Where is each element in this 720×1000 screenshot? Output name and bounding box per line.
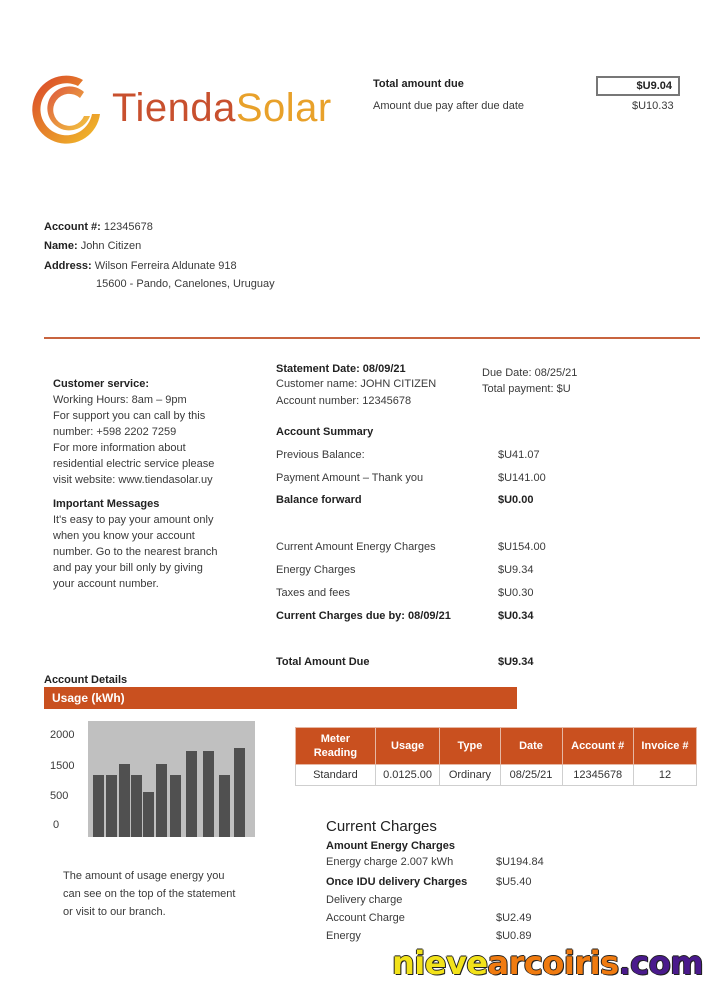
sun-swirl-logo-icon: [28, 70, 108, 150]
due-date: Due Date: 08/25/21: [482, 367, 578, 379]
y-tick-label: 1500: [50, 760, 75, 772]
col-header-invoice: Invoice #: [633, 728, 696, 765]
charge-value: $U0.89: [496, 930, 532, 942]
brand-name-part1: Tienda: [112, 86, 236, 130]
service-line: Working Hours: 8am – 9pm: [53, 394, 187, 406]
usage-note-line: or visit to our branch.: [63, 906, 166, 918]
address-value-2: 15600 - Pando, Canelones, Uruguay: [96, 278, 275, 290]
message-line: It's easy to pay your amount only: [53, 514, 214, 526]
account-details-title: Account Details: [44, 674, 128, 686]
service-line: For support you can call by this: [53, 410, 206, 422]
total-due-label: Total amount due: [373, 78, 464, 90]
charge-label: Account Charge: [326, 912, 405, 924]
usage-band: Usage (kWh): [44, 687, 517, 709]
account-line: [44, 219, 153, 235]
chart-bar: [119, 764, 130, 837]
charge-label: Once IDU delivery Charges: [326, 876, 468, 888]
address-label: Address:: [44, 260, 92, 272]
account-summary-title: Account Summary: [276, 426, 374, 438]
summary-row-label: Previous Balance:: [276, 449, 365, 461]
name-label: Name:: [44, 240, 78, 252]
chart-bar: [170, 775, 181, 837]
col-header-type: Type: [440, 728, 500, 765]
message-line: and pay your bill only by giving: [53, 562, 203, 574]
cell-date: 08/25/21: [500, 765, 562, 786]
after-due-value: $U10.33: [632, 100, 674, 112]
summary-row-value: $U154.00: [498, 541, 546, 553]
address-value-1: Wilson Ferreira Aldunate 918: [94, 260, 237, 272]
current-charges-subtitle: Amount Energy Charges: [326, 840, 455, 852]
chart-plot-area: [88, 721, 255, 837]
usage-note-line: can see on the top of the statement: [63, 888, 236, 900]
statement-account-number: Account number: 12345678: [276, 395, 412, 407]
total-amount-due-value: $U9.34: [498, 656, 534, 668]
chart-bar: [143, 792, 154, 837]
total-due-value: $U9.04: [596, 76, 680, 96]
usage-note-line: The amount of usage energy you: [63, 870, 225, 882]
usage-chart: [44, 718, 264, 840]
summary-row-value: $U0.34: [498, 610, 534, 622]
col-header-meter-reading: Meter Reading: [296, 728, 376, 765]
summary-row-label: Current Amount Energy Charges: [276, 541, 436, 553]
chart-bar: [234, 748, 245, 837]
address-line1: [44, 258, 237, 274]
summary-row-value: $U41.07: [498, 449, 540, 461]
watermark: [392, 944, 703, 982]
summary-row-label: Taxes and fees: [276, 587, 350, 599]
service-line: For more information about: [53, 442, 186, 454]
message-line: number. Go to the nearest branch: [53, 546, 218, 558]
section-divider: [44, 337, 700, 339]
account-label: Account #:: [44, 221, 101, 233]
cell-usage: 0.0125.00: [375, 765, 440, 786]
summary-row-value: $U0.00: [498, 494, 534, 506]
summary-row-label: Energy Charges: [276, 564, 356, 576]
chart-bar: [219, 775, 230, 837]
chart-bar: [186, 751, 197, 837]
statement-customer-name: Customer name: JOHN CITIZEN: [276, 378, 437, 390]
statement-date: Statement Date: 08/09/21: [276, 363, 406, 375]
chart-bar: [106, 775, 117, 837]
summary-row-label: Payment Amount – Thank you: [276, 472, 424, 484]
total-amount-due-label: Total Amount Due: [276, 656, 370, 668]
account-value: 12345678: [103, 221, 153, 233]
meter-reading-table: [295, 727, 697, 786]
service-line: residential electric service please: [53, 458, 215, 470]
watermark-part1: nieve: [392, 944, 488, 982]
cell-type: Ordinary: [440, 765, 500, 786]
charge-label: Delivery charge: [326, 894, 403, 906]
col-header-usage: Usage: [375, 728, 440, 765]
summary-row-label: Balance forward: [276, 494, 362, 506]
brand-logo: [28, 70, 338, 150]
col-header-date: Date: [500, 728, 562, 765]
summary-row-value: $U0.30: [498, 587, 534, 599]
chart-bar: [93, 775, 104, 837]
service-line: number: +598 2202 7259: [53, 426, 177, 438]
chart-bar: [131, 775, 142, 837]
watermark-part2: arcoiris: [487, 944, 619, 982]
charge-value: $U2.49: [496, 912, 532, 924]
y-tick-label: 500: [50, 790, 69, 802]
charge-value: $U194.84: [496, 856, 544, 868]
name-line: [44, 238, 141, 254]
cell-meter-reading: Standard: [296, 765, 376, 786]
total-payment: Total payment: $U: [482, 383, 571, 395]
customer-service-title: Customer service:: [53, 378, 149, 390]
summary-row-label: Current Charges due by: 08/09/21: [276, 610, 451, 622]
col-header-account: Account #: [562, 728, 633, 765]
current-charges-title: Current Charges: [326, 818, 437, 835]
brand-name-part2: Solar: [235, 86, 332, 130]
y-tick-label: 0: [53, 819, 60, 831]
usage-note: [63, 867, 235, 921]
message-line: your account number.: [53, 578, 159, 590]
cell-invoice: 12: [633, 765, 696, 786]
important-messages-title: Important Messages: [53, 498, 160, 510]
service-line: visit website: www.tiendasolar.uy: [53, 474, 213, 486]
charge-label: Energy: [326, 930, 361, 942]
chart-bar: [203, 751, 214, 837]
message-line: when you know your account: [53, 530, 195, 542]
watermark-part3: .com: [618, 944, 704, 982]
after-due-label: Amount due pay after due date: [373, 100, 525, 112]
y-tick-label: 2000: [50, 729, 75, 741]
name-value: John Citizen: [80, 240, 142, 252]
summary-row-value: $U141.00: [498, 472, 546, 484]
customer-service-section: [53, 376, 263, 592]
table-row: [296, 765, 697, 786]
charge-label: Energy charge 2.007 kWh: [326, 856, 454, 868]
summary-row-value: $U9.34: [498, 564, 534, 576]
charge-value: $U5.40: [496, 876, 532, 888]
cell-account: 12345678: [562, 765, 633, 786]
chart-bar: [156, 764, 167, 837]
